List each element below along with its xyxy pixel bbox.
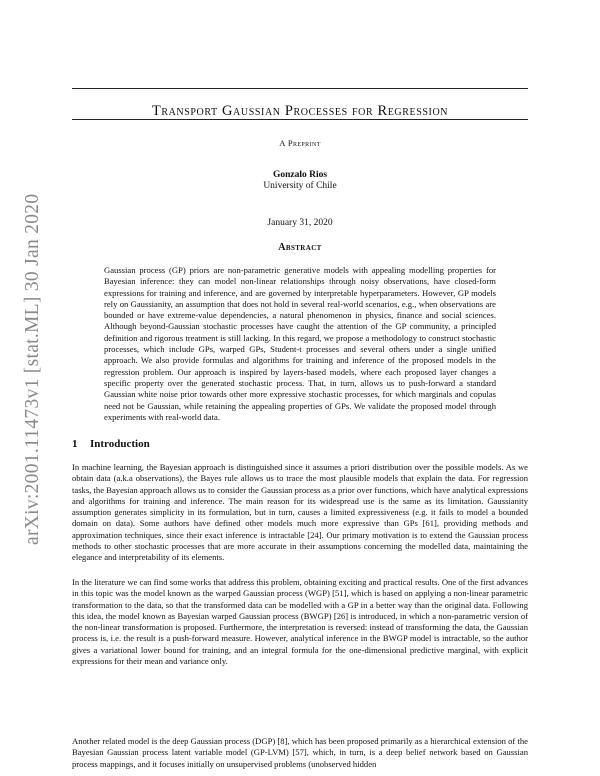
- body-paragraph: In the literature we can find some works that address this problem, obtaining exciting and practical results. One of the first advances in this topic was the model known as the warped Gaussian process (WGP) [51], which is based on applying a non-linear parametric transformation to the data, so that the transformed data can be modelled with a GP in a better way than the original data. Following this idea, the model known as Bayesian warped Gaussian process (BWGP) [26] is introduced, in which a non-parametric version of the non-linear transformation is proposed. Furthermore, the interpretation is reversed: instead of transforming the data, the Gaussian process is, i.e. the result is a push-forward measure. However, analytical inference in the BWGP model is intractable, so the author gives a variational lower bound for training, and an integral formula for the one-dimensional predictive marginal, with explicit expressions for their mean and variance only.: [72, 577, 528, 667]
- author-name: Gonzalo Rios: [272, 170, 328, 180]
- title-bottom-rule: [72, 119, 528, 120]
- section-title: Introduction: [90, 438, 150, 450]
- abstract-heading: Abstract: [278, 242, 322, 253]
- body-paragraph: In machine learning, the Bayesian approach is distinguished since it assumes a priori distribution over the possible models. As we obtain data (a.k.a observations), the Bayes rule allows us to trace the most plausible models that explain the data. For regression tasks, the Bayesian approach allows us to consider the Gaussian process as a prior over functions, which have analytical expressions and algorithms for training and inference. The main reason for its widespread use is the same as its limitation. Gaussianity assumption generates simplicity in its formulation, but in turn, causes a limited expressiveness (e.g. it fails to model a bounded domain on data). Some authors have defined other models much more expressive than GPs [61], providing methods and approximation techniques, since their exact inference is intractable [24]. Our primary motivation is to extend the Gaussian process methods to other stochastic processes that are more accurate in their assumptions concerning the modelled data, maintaining the elegance and interpretability of its elements.: [72, 462, 528, 563]
- preprint-label: A Preprint: [279, 138, 321, 148]
- author-affiliation: University of Chile: [263, 181, 337, 191]
- section-heading: [72, 438, 150, 450]
- arxiv-stamp: arXiv:2001.11473v1 [stat.ML] 30 Jan 2020: [22, 193, 43, 545]
- abstract-text: Gaussian process (GP) priors are non-parametric generative models with appealing modelling properties for Bayesian inference: they can model non-linear relationships through noisy observations, have closed-form expressions for training and inference, and are governed by interpretable hyperparameters. However, GP models rely on Gaussianity, an assumption that does not hold in several real-world scenarios, e.g., when observations are bounded or have extreme-value dependencies, a natural phenomenon in physics, finance and social sciences. Although beyond-Gaussian stochastic processes have caught the attention of the GP community, a principled definition and rigorous treatment is still lacking. In this regard, we propose a methodology to construct stochastic processes, which include GPs, warped GPs, Student-t processes and several others under a single unified approach. We also provide formulas and algorithms for training and inference of the proposed models in the regression problem. Our approach is inspired by layers-based models, where each proposed layer changes a specific property over the generated stochastic process. That, in turn, allows us to push-forward a standard Gaussian white noise prior towards other more expressive stochastic processes, for which marginals and copulas need not be Gaussian, while retaining the appealing properties of GPs. We validate the proposed model through experiments with real-world data.: [104, 265, 496, 422]
- body-paragraph: Another related model is the deep Gaussian process (DGP) [8], which has been proposed primarily as a hierarchical extension of the Bayesian Gaussian process latent variable model (GP-LVM) [57], which, in turn, is a deep belief network based on Gaussian process mappings, and it focuses initially on unsupervised problems (unobserved hidden: [72, 736, 528, 769]
- paper-title: Transport Gaussian Processes for Regression: [151, 102, 449, 119]
- section-number: 1: [72, 438, 78, 450]
- paper-date: January 31, 2020: [267, 218, 333, 228]
- title-top-rule: [72, 88, 528, 89]
